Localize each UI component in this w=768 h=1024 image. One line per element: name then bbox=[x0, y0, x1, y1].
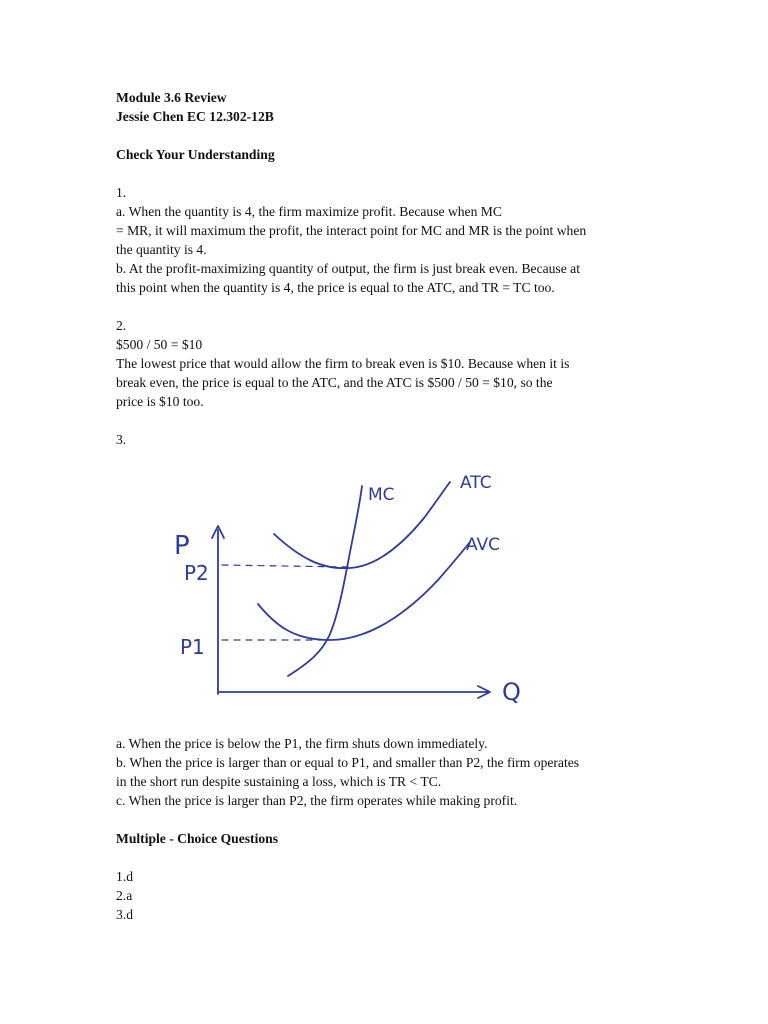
document-author: Jessie Chen EC 12.302-12B bbox=[116, 109, 274, 124]
question-3a: a. When the price is below the P1, the firm shuts down immediately. bbox=[116, 736, 488, 751]
avc-label: AVC bbox=[466, 535, 501, 555]
atc-curve bbox=[274, 482, 450, 568]
question-2-line-3: price is $10 too. bbox=[116, 394, 204, 409]
question-1b-line-1: b. At the profit-maximizing quantity of output, the firm is just break even. Because at bbox=[116, 261, 580, 276]
question-1-number: 1. bbox=[116, 185, 127, 200]
question-3c: c. When the price is larger than P2, the firm operates while making profit. bbox=[116, 793, 518, 808]
quantity-axis bbox=[218, 686, 490, 698]
cost-curves-sketch bbox=[160, 462, 540, 722]
document-title: Module 3.6 Review bbox=[116, 90, 227, 105]
cost-curves-svg bbox=[160, 462, 540, 722]
mc-label: MC bbox=[368, 485, 395, 505]
section-heading-multiple-choice: Multiple - Choice Questions bbox=[116, 831, 278, 846]
mc-answer-2: 2.a bbox=[116, 888, 133, 903]
question-2-line-1: The lowest price that would allow the firm to break even is $10. Because when it is bbox=[116, 356, 570, 371]
question-2-number: 2. bbox=[116, 318, 127, 333]
question-3b-line-2: in the short run despite sustaining a loss, which is TR < TC. bbox=[116, 774, 442, 789]
p2-label: P2 bbox=[184, 561, 209, 585]
question-1a-line-2: = MR, it will maximum the profit, the interact point for MC and MR is the point when bbox=[116, 223, 587, 238]
price-axis-label: P bbox=[174, 531, 190, 561]
question-1b-line-2: this point when the quantity is 4, the price is equal to the ATC, and TR = TC too. bbox=[116, 280, 555, 295]
question-1a-line-3: the quantity is 4. bbox=[116, 242, 207, 257]
mc-answer-1: 1.d bbox=[116, 869, 133, 884]
atc-label: ATC bbox=[460, 473, 492, 493]
quantity-axis-label: Q bbox=[502, 678, 521, 706]
mc-answer-3: 3.d bbox=[116, 907, 133, 922]
question-3-number: 3. bbox=[116, 432, 127, 447]
question-3b-line-1: b. When the price is larger than or equal to P1, and smaller than P2, the firm operates bbox=[116, 755, 580, 770]
question-2-line-2: break even, the price is equal to the ATC, and the ATC is $500 / 50 = $10, so the bbox=[116, 375, 553, 390]
price-axis bbox=[212, 526, 224, 694]
avc-curve bbox=[258, 542, 470, 640]
question-1a-line-1: a. When the quantity is 4, the firm maximize profit. Because when MC bbox=[116, 204, 502, 219]
question-2-calculation: $500 / 50 = $10 bbox=[116, 337, 203, 352]
section-heading-check-understanding: Check Your Understanding bbox=[116, 147, 275, 162]
document-body bbox=[116, 88, 656, 449]
mc-curve bbox=[288, 486, 362, 676]
p1-label: P1 bbox=[180, 635, 205, 659]
document-body-lower bbox=[116, 734, 656, 924]
